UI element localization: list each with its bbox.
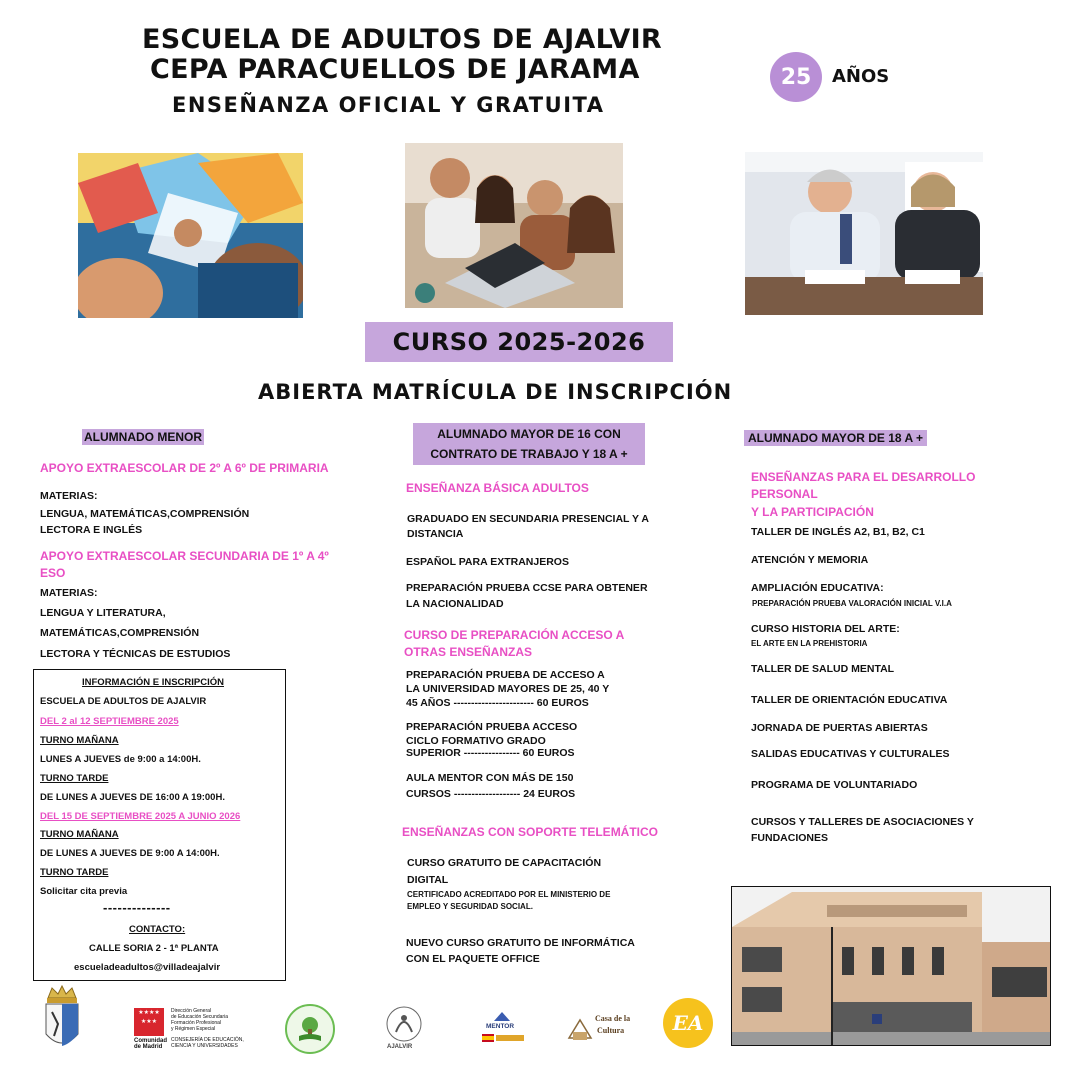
cepa-title: CEPA PARACUELLOS DE JARAMA	[150, 54, 640, 85]
info-box	[33, 669, 286, 981]
ea-logo	[663, 998, 713, 1048]
info-turno-manana-2: TURNO MAÑANA	[40, 829, 119, 840]
students-laptop-photo	[405, 143, 623, 308]
primary-support-title: APOYO EXTRAESCOLAR DE 2º A 6º DE PRIMARIA	[40, 461, 329, 475]
eso-materias-line3: LECTORA Y TÉCNICAS DE ESTUDIOS	[40, 648, 231, 660]
info-turno-tarde-2: TURNO TARDE	[40, 867, 109, 878]
university-access-line2: LA UNIVERSIDAD MAYORES DE 25, 40 Y	[406, 683, 610, 695]
university-access-line1: PREPARACIÓN PRUEBA DE ACCESO A	[406, 669, 605, 681]
school-building-illustration	[732, 887, 1051, 1046]
access-prep-title-line1: CURSO DE PREPARACIÓN ACCESO A	[404, 628, 625, 642]
office-course-line1: NUEVO CURSO GRATUITO DE INFORMÁTICA	[406, 937, 635, 949]
anniversary-badge	[770, 52, 822, 102]
vocational-access-line1: PREPARACIÓN PRUEBA ACCESO	[406, 721, 578, 733]
casa-cultura-line2: Cultura	[597, 1026, 625, 1035]
info-title: INFORMACIÓN E INSCRIPCIÓN	[82, 677, 224, 688]
info-hours-tarde-1: DE LUNES A JUEVES DE 16:00 A 19:00H.	[40, 792, 225, 803]
via-test: PREPARACIÓN PRUEBA VALORACIÓN INICIAL V.I.A	[752, 599, 952, 608]
office-course-line2: CON EL PAQUETE OFFICE	[406, 953, 540, 965]
col2-heading-line1: ALUMNADO MAYOR DE 16 CON	[437, 427, 621, 441]
certificate-line1: CERTIFICADO ACREDITADO POR EL MINISTERIO DE	[407, 890, 611, 899]
col3-heading: ALUMNADO MAYOR DE 18 A +	[744, 430, 927, 446]
telematic-title: ENSEÑANZAS CON SOPORTE TELEMÁTICO	[402, 825, 659, 839]
col1-heading: ALUMNADO MENOR	[84, 430, 202, 444]
adult-students-illustration	[745, 152, 983, 315]
ccse-line2: LA NACIONALIDAD	[406, 598, 504, 610]
green-school-logo	[285, 1004, 335, 1054]
children-photo	[78, 153, 303, 318]
eso-support-title-line1: APOYO EXTRAESCOLAR SECUNDARIA DE 1º A 4º	[40, 549, 329, 563]
madrid-consejeria-line2: CIENCIA Y UNIVERSIDADES	[171, 1043, 238, 1049]
open-day: JORNADA DE PUERTAS ABIERTAS	[751, 722, 928, 734]
volunteer-program: PROGRAMA DE VOLUNTARIADO	[751, 779, 918, 791]
certificate-line2: EMPLEO Y SEGURIDAD SOCIAL.	[407, 902, 533, 911]
madrid-consejeria-line1: CONSEJERÍA DE EDUCACIÓN,	[171, 1037, 244, 1043]
coat-of-arms-icon	[42, 984, 82, 1056]
graduado-line2: DISTANCIA	[407, 528, 464, 540]
orientation-workshop: TALLER DE ORIENTACIÓN EDUCATIVA	[751, 694, 948, 706]
spain-flag-icon	[482, 1034, 494, 1042]
course-year: CURSO 2025-2026	[392, 328, 646, 356]
casa-cultura-line1: Casa de la	[595, 1014, 631, 1023]
ccse-line1: PREPARACIÓN PRUEBA CCSE PARA OBTENER	[406, 582, 648, 594]
info-school: ESCUELA DE ADULTOS DE AJALVIR	[40, 696, 207, 707]
personal-development-line3: Y LA PARTICIPACIÓN	[751, 505, 874, 519]
adults-studying-photo	[745, 152, 983, 315]
contact-address: CALLE SORIA 2 - 1ª PLANTA	[89, 943, 219, 954]
comunidad-madrid-logo	[134, 1008, 249, 1050]
vocational-access-line3: SUPERIOR ---------------- 60 EUROS	[406, 747, 575, 759]
ea-initials: EA	[672, 1011, 704, 1035]
info-turno-manana-1: TURNO MAÑANA	[40, 735, 119, 746]
ceipso-ajalvir-logo	[380, 1004, 428, 1054]
madrid-name-line2: de Madrid	[134, 1044, 163, 1050]
attention-memory: ATENCIÓN Y MEMORIA	[751, 554, 869, 566]
university-access-line3: 45 AÑOS ----------------------- 60 EUROS	[406, 697, 589, 709]
madrid-direction-line2: de Educación Secundaria	[171, 1014, 228, 1020]
aula-mentor-line2: CURSOS ------------------- 24 EUROS	[406, 788, 576, 800]
ajalvir-coat-of-arms-logo	[42, 984, 82, 1056]
personal-development-line2: PERSONAL	[751, 487, 818, 501]
madrid-direction-line1: Dirección General	[171, 1008, 212, 1014]
anniversary-number: 25	[780, 64, 812, 90]
info-appointment: Solicitar cita previa	[40, 886, 128, 897]
ministry-bar-icon	[496, 1035, 524, 1041]
casa-cultura-logo	[567, 1010, 635, 1050]
madrid-direction-line3: Formación Profesional	[171, 1020, 222, 1026]
primary-materias-label: MATERIAS:	[40, 490, 98, 502]
info-hours-manana-1: LUNES A JUEVES de 9:00 a 14:00H.	[40, 754, 201, 765]
digital-course-line2: DIGITAL	[407, 874, 449, 886]
personal-development-line1: ENSEÑANZAS PARA EL DESARROLLO	[751, 470, 976, 484]
basic-education-title: ENSEÑANZA BÁSICA ADULTOS	[406, 481, 589, 495]
art-history-course: CURSO HISTORIA DEL ARTE:	[751, 623, 900, 635]
info-period2: DEL 15 DE SEPTIEMBRE 2025 A JUNIO 2026	[40, 811, 241, 822]
school-title: ESCUELA DE ADULTOS DE AJALVIR	[142, 24, 663, 55]
col2-heading	[413, 423, 645, 465]
madrid-name-line1: Comunidad	[134, 1038, 167, 1044]
info-separator: --------------	[103, 900, 171, 915]
eso-support-title-line2: ESO	[40, 566, 66, 580]
ceipso-ajalvir-label: AJALVIR	[387, 1044, 413, 1050]
digital-course-line1: CURSO GRATUITO DE CAPACITACIÓN	[407, 857, 602, 869]
madrid-flag-icon: ★★★★ ★★★	[134, 1008, 164, 1036]
contact-label: CONTACTO:	[129, 924, 186, 935]
spanish-foreigners: ESPAÑOL PARA EXTRANJEROS	[406, 556, 569, 568]
info-turno-tarde-1: TURNO TARDE	[40, 773, 109, 784]
school-seal-icon	[380, 1004, 428, 1044]
children-crafts-illustration	[78, 153, 303, 318]
eso-materias-line1: LENGUA Y LITERATURA,	[40, 607, 166, 619]
associations-line1: CURSOS Y TALLERES DE ASOCIACIONES Y	[751, 816, 974, 828]
english-workshop: TALLER DE INGLÉS A2, B1, B2, C1	[751, 526, 925, 538]
educational-outings: SALIDAS EDUCATIVAS Y CULTURALES	[751, 748, 950, 760]
aula-mentor-logo	[480, 1012, 526, 1046]
eso-materias-label: MATERIAS:	[40, 587, 98, 599]
building-photo	[731, 886, 1051, 1046]
enrollment-title: ABIERTA MATRÍCULA DE INSCRIPCIÓN	[258, 380, 733, 404]
educational-extension: AMPLIACIÓN EDUCATIVA:	[751, 582, 884, 594]
info-hours-manana-2: DE LUNES A JUEVES DE 9:00 A 14:00H.	[40, 848, 220, 859]
col2-heading-line2: CONTRATO DE TRABAJO Y 18 A +	[430, 447, 628, 461]
eso-materias-line2: MATEMÁTICAS,COMPRENSIÓN	[40, 627, 200, 639]
primary-materias-line2: LECTORA E INGLÉS	[40, 524, 143, 536]
tree-book-icon	[295, 1014, 325, 1044]
mentor-arrow-icon	[494, 1012, 510, 1021]
contact-email[interactable]: escueladeadultos@villadeajalvir	[74, 962, 221, 973]
prehistoric-art: EL ARTE EN LA PREHISTORIA	[751, 639, 868, 648]
associations-line2: FUNDACIONES	[751, 832, 829, 844]
official-free-subtitle: ENSEÑANZA OFICIAL Y GRATUITA	[172, 93, 605, 117]
access-prep-title-line2: OTRAS ENSEÑANZAS	[404, 645, 533, 659]
aula-mentor-line1: AULA MENTOR CON MÁS DE 150	[406, 772, 574, 784]
madrid-direction-line4: y Régimen Especial	[171, 1026, 216, 1032]
book-building-icon	[567, 1014, 593, 1044]
mentor-label: MENTOR	[486, 1023, 515, 1030]
anniversary-label: AÑOS	[832, 66, 890, 87]
primary-materias-line1: LENGUA, MATEMÁTICAS,COMPRENSIÓN	[40, 508, 250, 520]
graduado-line1: GRADUADO EN SECUNDARIA PRESENCIAL Y A	[407, 513, 649, 525]
info-period1: DEL 2 al 12 SEPTIEMBRE 2025	[40, 716, 179, 727]
vocational-access-line2: CICLO FORMATIVO GRADO	[406, 735, 546, 747]
course-banner	[365, 322, 673, 362]
young-students-illustration	[405, 143, 623, 308]
mental-health-workshop: TALLER DE SALUD MENTAL	[751, 663, 895, 675]
